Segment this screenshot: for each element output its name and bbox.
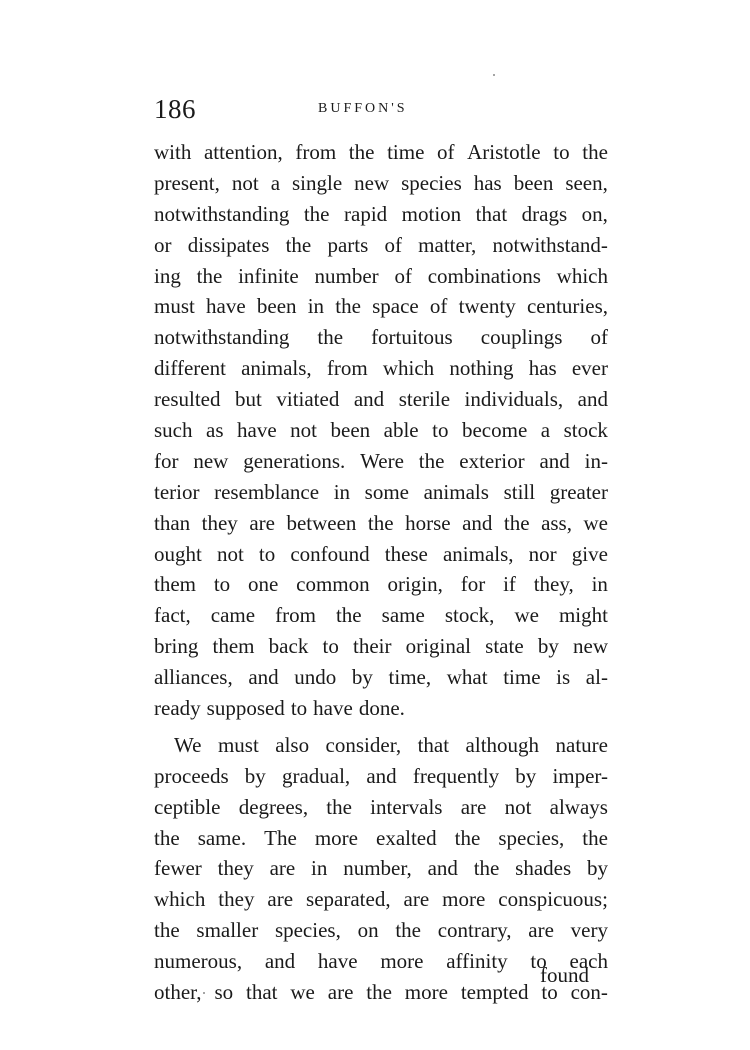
text-line: for new generations. Were the exterior and in- <box>154 448 608 473</box>
text-line: fewer they are in number, and the shades by <box>154 856 608 881</box>
text-line: other, so that we are the more tempted to con- <box>154 980 608 1005</box>
text-line: ceptible degrees, the intervals are not always <box>154 794 608 819</box>
text-line: must have been in the space of twenty centuries, <box>154 294 608 319</box>
text-line: the same. The more exalted the species, the <box>154 825 608 850</box>
text-line: different animals, from which nothing has ever <box>154 356 608 381</box>
running-head: BUFFON'S <box>318 101 408 116</box>
text-line: terior resemblance in some animals still greater <box>154 479 608 504</box>
text-line: such as have not been able to become a stock <box>154 418 608 443</box>
paragraph-1 <box>154 137 608 724</box>
text-line: ought not to confound these animals, nor give <box>154 541 608 566</box>
text-line: which they are separated, are more conspicuous; <box>154 887 608 912</box>
paper-speck <box>493 74 495 76</box>
text-line: notwithstanding the rapid motion that drags on, <box>154 201 608 226</box>
text-line: the smaller species, on the contrary, are very <box>154 918 608 943</box>
text-line: proceeds by gradual, and frequently by imper- <box>154 763 608 788</box>
text-line: them to one common origin, for if they, in <box>154 572 608 597</box>
text-line: fact, came from the same stock, we might <box>154 603 608 628</box>
text-line: ready supposed to have done. <box>154 696 405 721</box>
text-line: We must also consider, that although nature <box>174 732 608 757</box>
text-line: than they are between the horse and the ass, we <box>154 510 608 535</box>
text-line: or dissipates the parts of matter, notwithstand- <box>154 232 608 257</box>
page-number: 186 <box>154 94 196 124</box>
text-line: with attention, from the time of Aristotle to the <box>154 140 608 164</box>
text-line: notwithstanding the fortuitous couplings of <box>154 325 608 350</box>
text-line: bring them back to their original state by new <box>154 634 608 659</box>
body-text <box>154 137 608 1008</box>
catchword: found <box>540 963 589 987</box>
text-line: resulted but vitiated and sterile individuals, and <box>154 387 608 412</box>
text-line: alliances, and undo by time, what time is al- <box>154 665 608 690</box>
text-line: present, not a single new species has been seen, <box>154 170 608 195</box>
paper-speck <box>203 992 205 994</box>
text-line: numerous, and have more affinity to each <box>154 949 608 974</box>
text-line: ing the infinite number of combinations which <box>154 263 608 288</box>
